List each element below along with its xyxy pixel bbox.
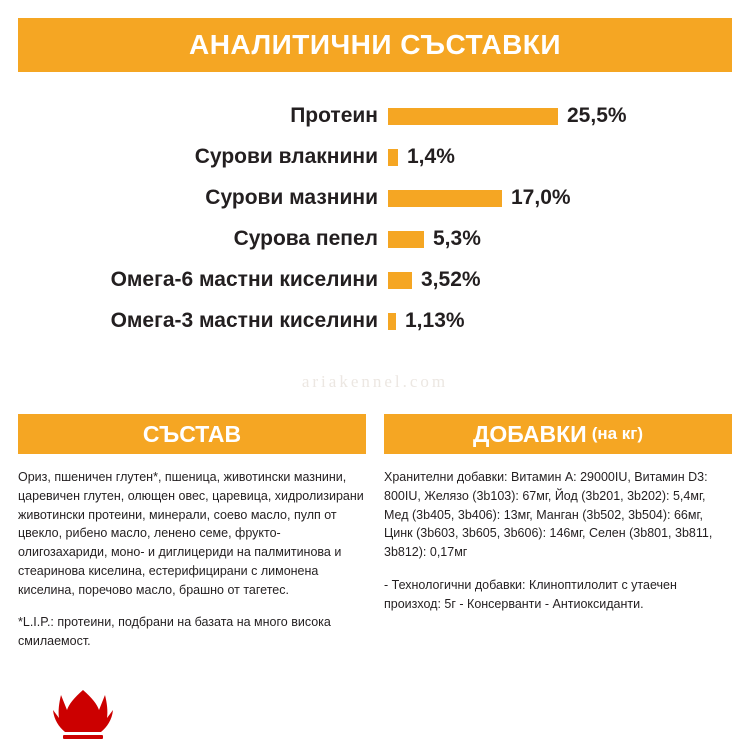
chart-value-label: 25,5% (567, 104, 627, 127)
analytical-constituents-chart (18, 96, 732, 342)
chart-row (18, 219, 732, 259)
composition-panel (18, 414, 366, 651)
additives-paragraph: Хранителни добавки: Витамин A: 29000IU, Витамин D3: 800IU, Желязо (3b103): 67мг, Йод (3b201, 3b202): 5,4мг, Мед (3b405, 3b406): 13мг, Манган (3b502, 3b504): 66мг, Цинк (3b603, 3b605, 3b606): 146мг, Селен (3b801, 3b811, 3b812): 0,17мг (384, 470, 713, 559)
chart-row (18, 96, 732, 136)
watermark: ariakennel.com (301, 372, 449, 391)
chart-bar (388, 231, 424, 248)
chart-category-label: Протеин (290, 104, 378, 127)
brand-logo (50, 680, 116, 742)
chart-row (18, 137, 732, 177)
chart-row (18, 301, 732, 341)
chart-bar (388, 313, 396, 330)
analytical-constituents-header (18, 18, 732, 72)
additives-paragraph: - Технологични добавки: Клиноптилолит с утаечен произход: 5г - Консерванти - Антиоксиданти. (384, 577, 677, 611)
chart-row (18, 260, 732, 300)
chart-value-label: 5,3% (433, 227, 481, 250)
additives-heading (384, 414, 732, 454)
chart-value-label: 1,4% (407, 145, 455, 168)
chart-bar-group (388, 104, 627, 128)
page-title: АНАЛИТИЧНИ СЪСТАВКИ (188, 29, 562, 60)
composition-heading-label: СЪСТАВ (142, 420, 242, 447)
chart-bar-group (388, 186, 571, 210)
chart-value-label: 17,0% (511, 186, 571, 209)
chart-bar-group (388, 227, 481, 251)
additives-panel (384, 414, 732, 613)
chart-value-label: 3,52% (421, 268, 481, 291)
chart-row (18, 178, 732, 218)
composition-paragraph: Ориз, пшеничен глутен*, пшеница, животински мазнини, царевичен глутен, олющен овес, царевица, хидролизирани животински протеини, минерали, соево масло, пулп от цвекло, рибено масло, ленено семе, фрукто-олигозахариди, моно- и диглицериди на палмитинова и стеаринова киселина, естерифицирани с лимонена киселина, поречово масло, брашно от тагетес. (18, 470, 364, 597)
chart-category-label: Сурови влакнини (194, 145, 378, 168)
chart-category-label: Омега-3 мастни киселини (110, 309, 378, 332)
additives-heading-suffix: (на кг) (591, 424, 644, 443)
chart-category-label: Сурова пепел (233, 227, 378, 250)
chart-value-label: 1,13% (405, 309, 465, 332)
composition-heading (18, 414, 366, 454)
chart-bar-group (388, 268, 481, 292)
additives-heading-label: ДОБАВКИ (472, 420, 587, 447)
chart-bar-group (388, 145, 455, 169)
chart-bar (388, 108, 558, 125)
additives-body (384, 468, 732, 613)
chart-bar (388, 272, 412, 289)
chart-category-label: Омега-6 мастни киселини (110, 268, 378, 291)
chart-bar (388, 149, 398, 166)
chart-bar-group (388, 309, 465, 333)
footer (0, 672, 750, 750)
composition-footnote: *L.I.P.: протеини, подбрани на базата на много висока смилаемост. (18, 615, 331, 648)
chart-category-label: Сурови мазнини (205, 186, 378, 209)
chart-bar (388, 190, 502, 207)
composition-body (18, 468, 366, 651)
